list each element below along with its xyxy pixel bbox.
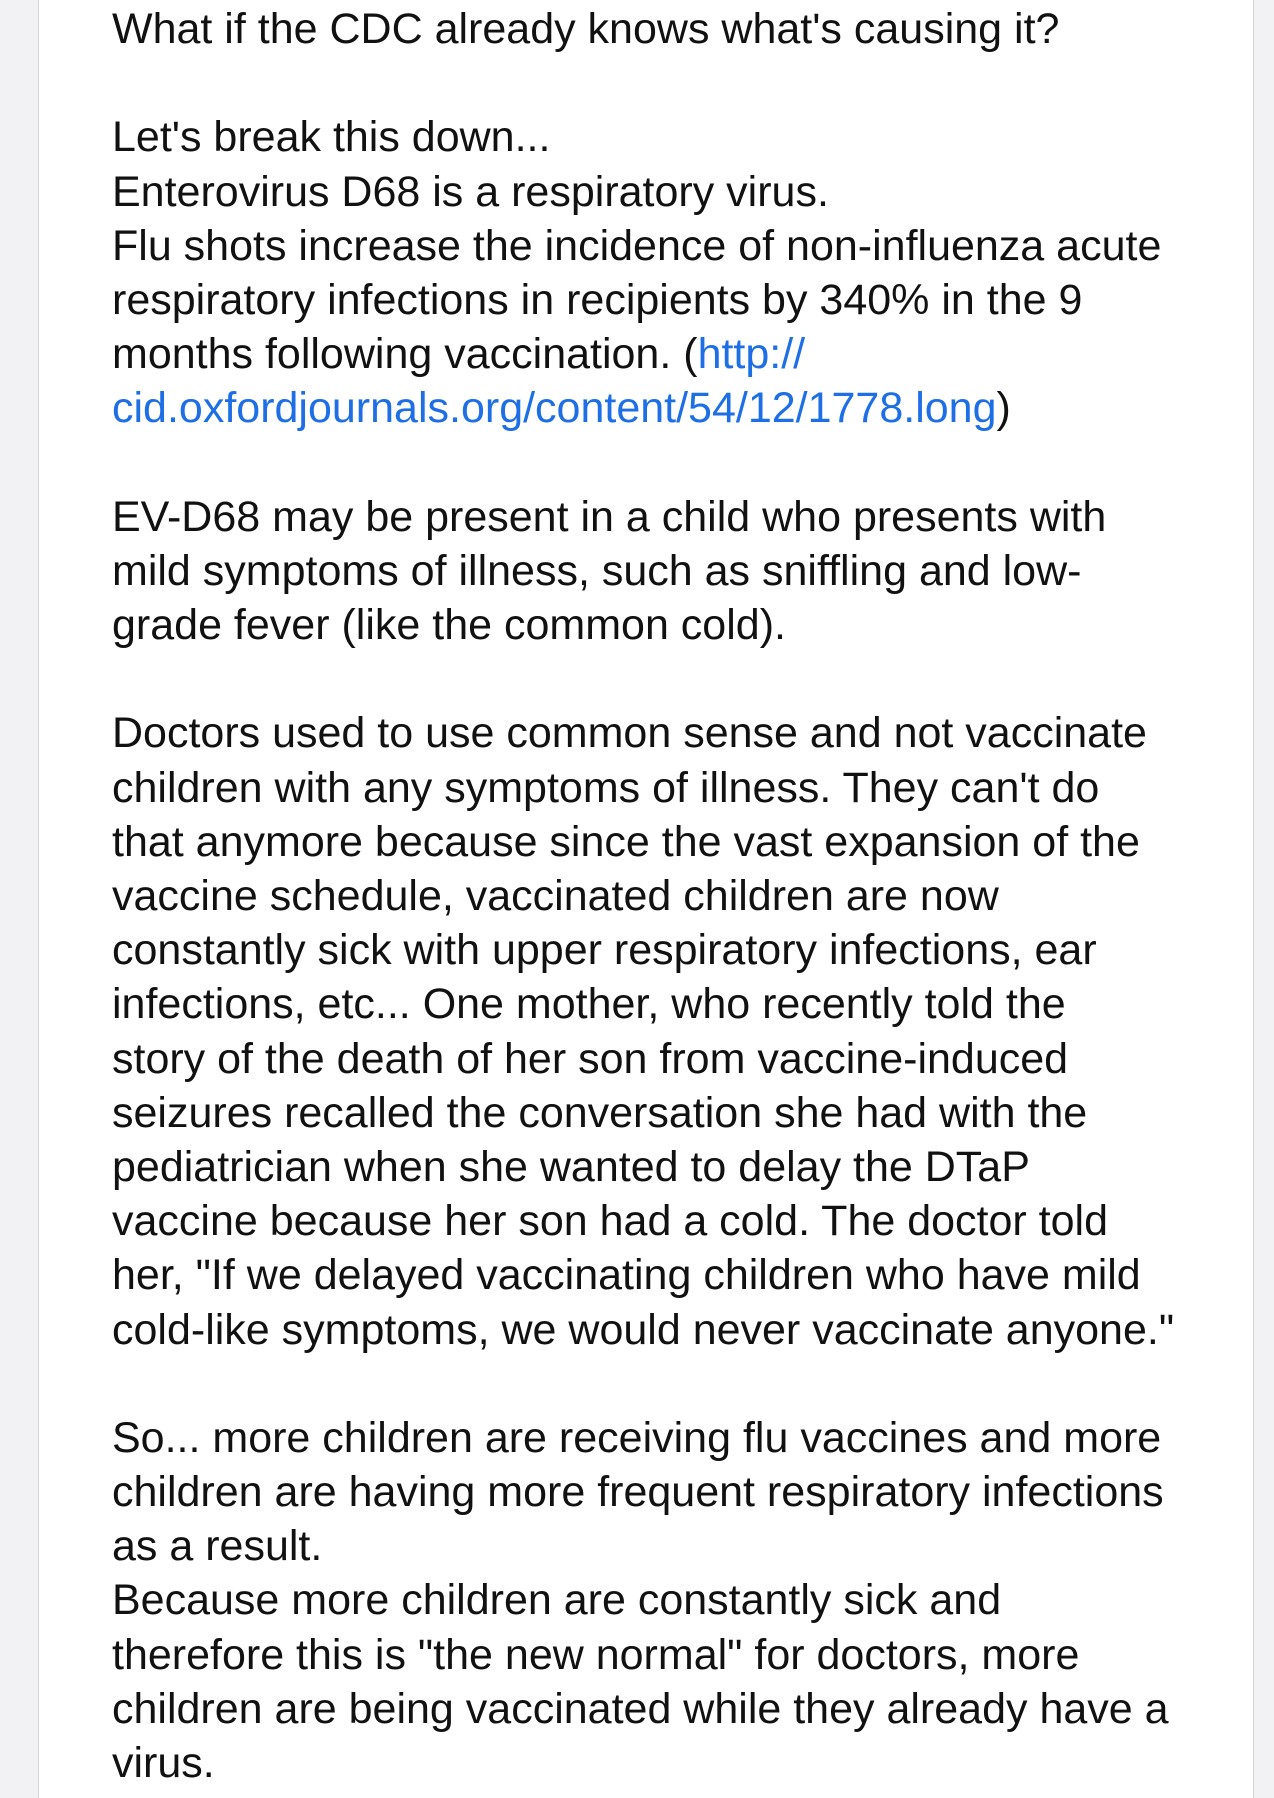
post-card (38, 0, 1254, 1798)
post-line (112, 327, 1272, 381)
post-line: EV-D68 may be present in a child who presents with (112, 492, 1107, 541)
paragraph-gap (112, 56, 1272, 110)
source-link-part-2[interactable]: cid.oxfordjournals.org/content/54/12/1778.long (112, 384, 997, 433)
post-line: constantly sick with upper respiratory infections, ear (112, 926, 1097, 975)
post-line: infections, etc... One mother, who recently told the (112, 980, 1066, 1029)
post-line: story of the death of her son from vaccine-induced (112, 1034, 1069, 1083)
post-line: So... more children are receiving flu vaccines and more (112, 1413, 1162, 1462)
post-line: Doctors used to use common sense and not vaccinate (112, 709, 1147, 758)
source-link-part-1[interactable]: http:// (697, 330, 806, 379)
post-line: virus. (112, 1739, 215, 1787)
post-line: Flu shots increase the incidence of non-influenza acute (112, 221, 1162, 270)
post-line-text: months following vaccination. ( (112, 330, 698, 379)
post-line: children are being vaccinated while they already have a (112, 1684, 1169, 1733)
paragraph-gap (112, 436, 1272, 490)
post-line: therefore this is "the new normal" for doctors, more (112, 1630, 1080, 1679)
post-line (112, 381, 1272, 435)
post-line: seizures recalled the conversation she had with the (112, 1088, 1088, 1137)
post-line: children with any symptoms of illness. They can't do (112, 763, 1100, 812)
post-line: vaccine schedule, vaccinated children are now (112, 872, 999, 920)
post-line: mild symptoms of illness, such as sniffling and low- (112, 546, 1082, 595)
paragraph-gap (112, 1357, 1272, 1411)
post-line: Because more children are constantly sick and (112, 1576, 1002, 1625)
post-line: as a result. (112, 1522, 323, 1571)
post-line: cold-like symptoms, we would never vaccinate anyone." (112, 1305, 1175, 1354)
post-line-text: ) (996, 384, 1011, 433)
post-line: Let's break this down... (112, 113, 551, 162)
post-body (112, 2, 1272, 1790)
post-line: Enterovirus D68 is a respiratory virus. (112, 167, 829, 216)
post-line: that anymore because since the vast expansion of the (112, 817, 1140, 866)
post-line: vaccine because her son had a cold. The doctor told (112, 1197, 1109, 1246)
paragraph-gap (112, 652, 1272, 706)
post-line: grade fever (like the common cold). (112, 601, 786, 650)
post-line: respiratory infections in recipients by 340% in the 9 (112, 275, 1083, 324)
post-line: What if the CDC already knows what's causing it? (112, 5, 1060, 53)
post-line: her, "If we delayed vaccinating children who have mild (112, 1251, 1141, 1300)
post-line: pediatrician when she wanted to delay the DTaP (112, 1142, 1030, 1191)
post-line: children are having more frequent respiratory infections (112, 1468, 1164, 1517)
